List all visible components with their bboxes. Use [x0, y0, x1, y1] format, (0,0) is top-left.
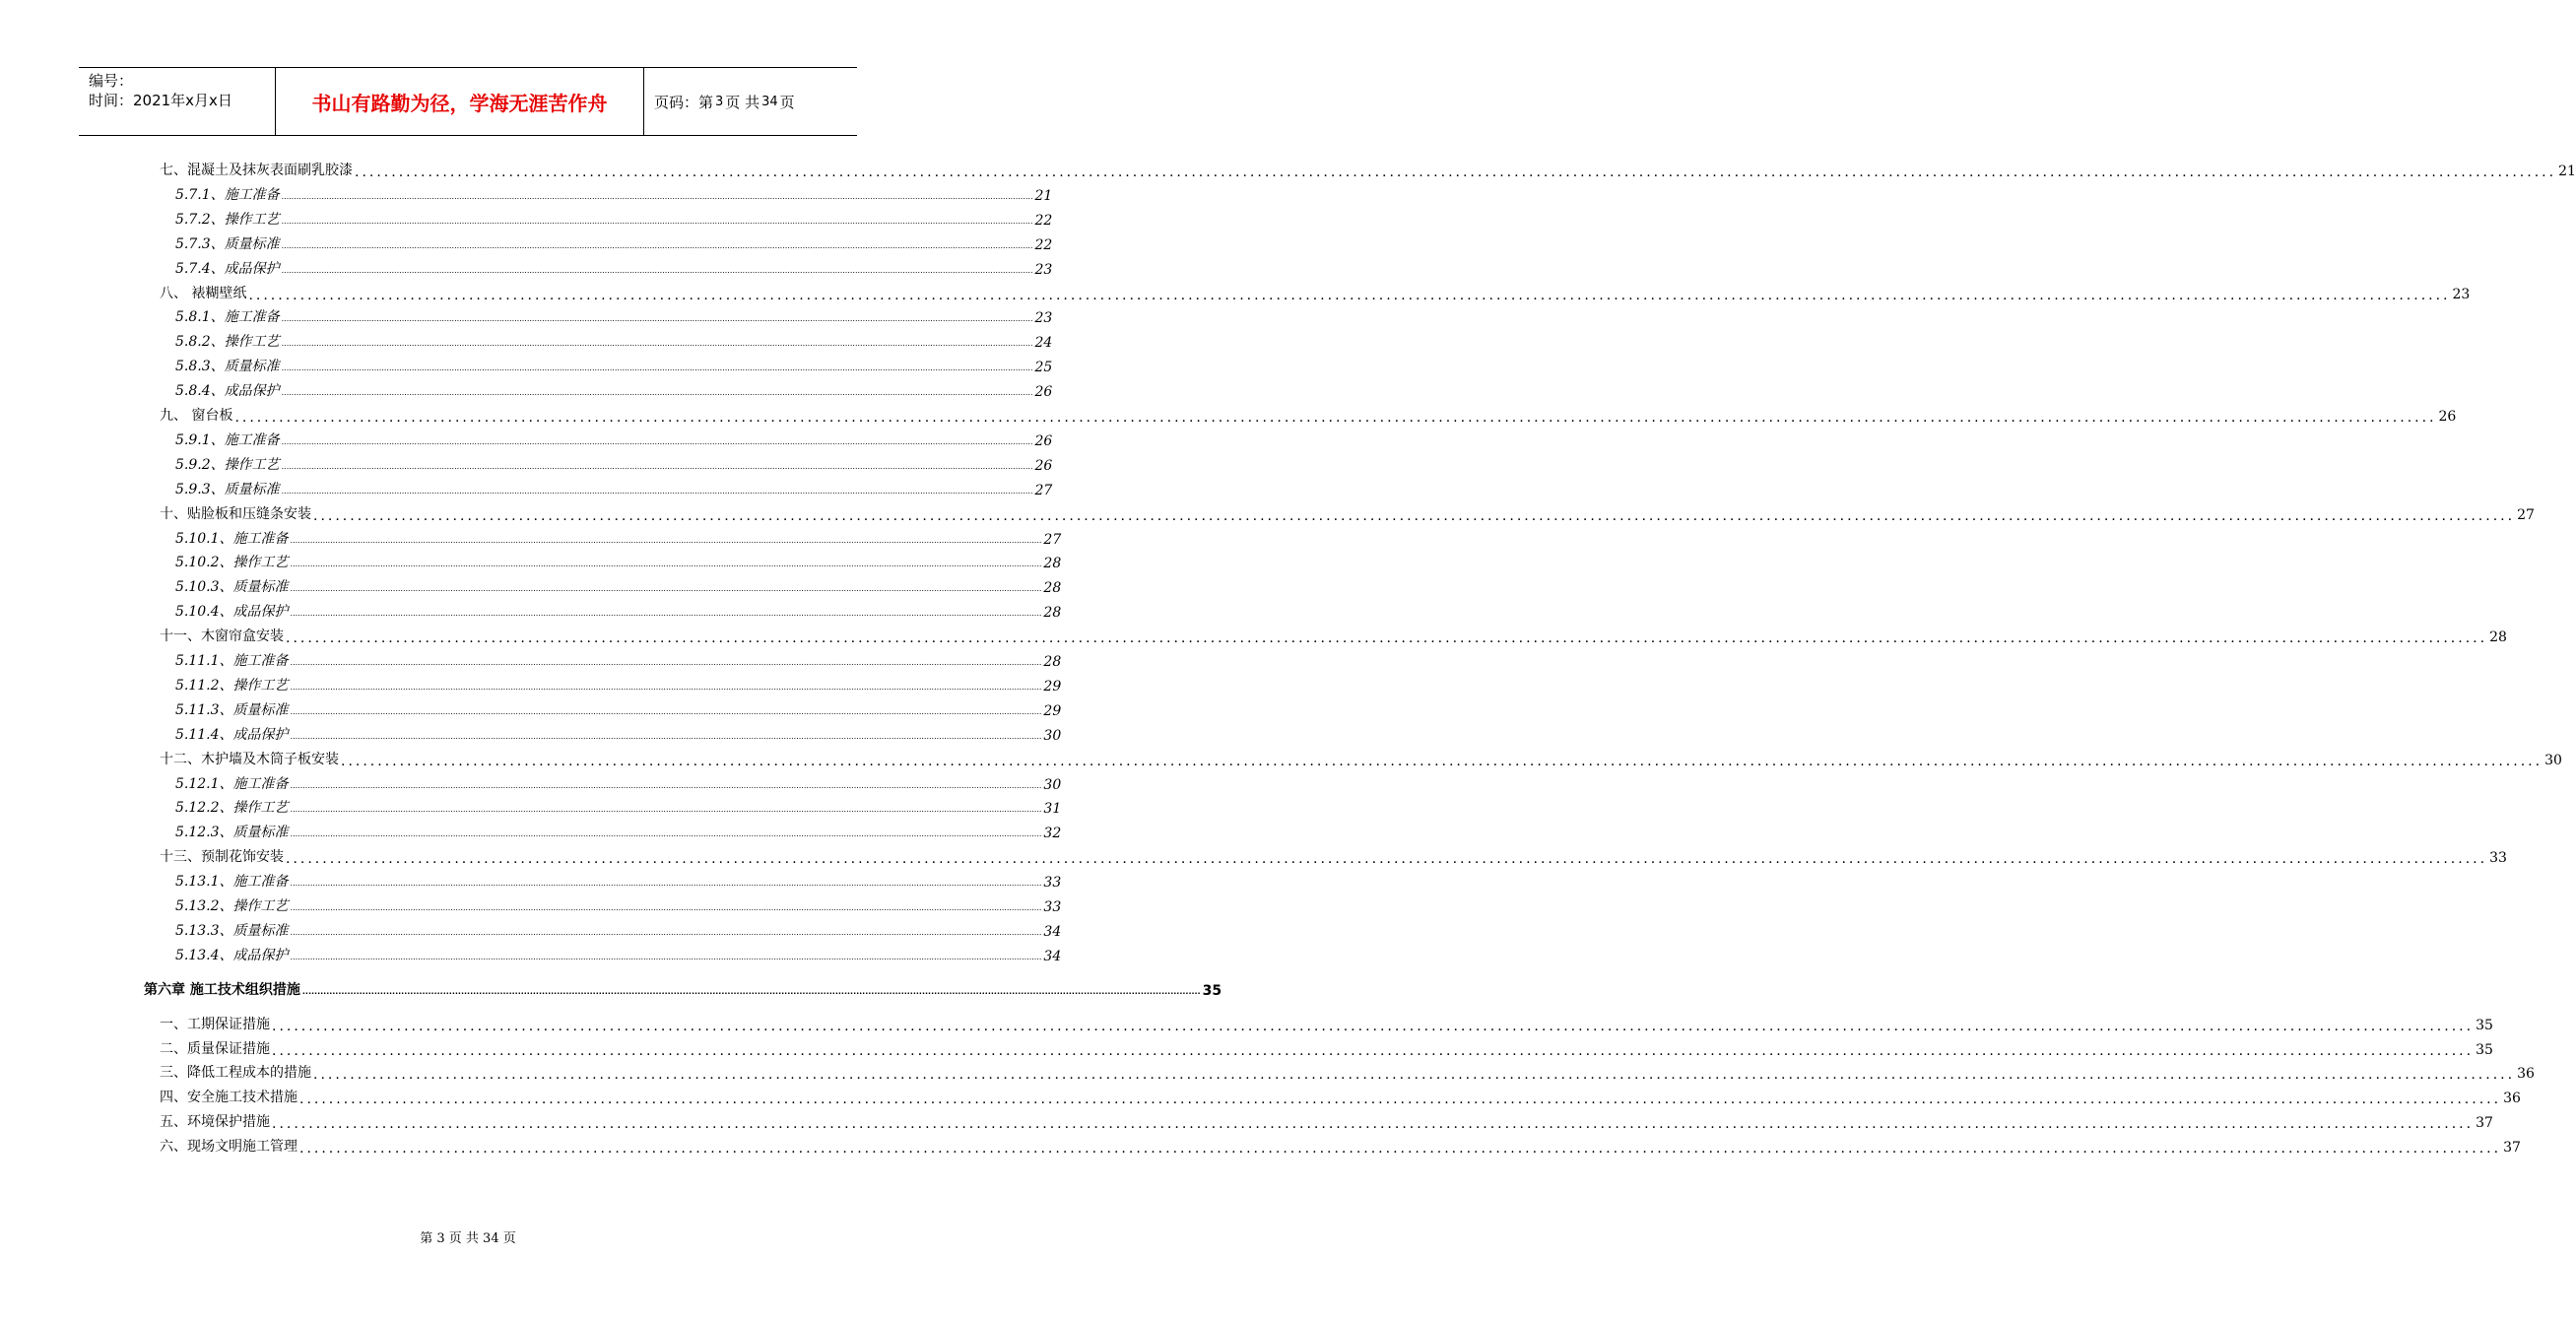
- toc-page: 31: [1043, 801, 1062, 818]
- toc-leader: ............................................................................................................................................................................................................................................................................................................: [272, 1042, 2475, 1059]
- toc-entry[interactable]: [175, 599, 1062, 622]
- toc-page: 22: [1034, 236, 1053, 253]
- header-motto: 书山有路勤为径，学海无涯苦作舟: [276, 68, 644, 135]
- page-header: [79, 67, 857, 136]
- toc-page: 29: [1043, 702, 1062, 719]
- toc-entry[interactable]: [175, 894, 1062, 915]
- toc-leader: ............................................................................................................................................................................................................................................................................................................: [281, 388, 1033, 398]
- toc-entry[interactable]: [175, 574, 1062, 597]
- toc-leader: ............................................................................................................................................................................................................................................................................................................: [286, 851, 2488, 868]
- page-total: 34: [761, 94, 778, 109]
- toc-page: 36: [2503, 1091, 2521, 1107]
- toc-title: 5.9.3、质量标准: [175, 481, 280, 497]
- toc-title: 5.8.3、质量标准: [175, 359, 280, 375]
- toc-leader: ............................................................................................................................................................................................................................................................................................................: [290, 952, 1042, 961]
- toc-title: 十一、木窗帘盒安装: [160, 629, 284, 645]
- toc-entry[interactable]: [175, 648, 1062, 670]
- toc-entry[interactable]: [175, 182, 1053, 204]
- toc-title: 5.7.1、施工准备: [175, 186, 280, 203]
- toc-page: 24: [1034, 335, 1053, 352]
- toc-page: 32: [1043, 826, 1062, 842]
- toc-entry[interactable]: [175, 526, 1062, 548]
- toc-entry[interactable]: [175, 918, 1062, 940]
- page-mid: 页 共: [725, 93, 760, 111]
- toc-leader: ............................................................................................................................................................................................................................................................................................................: [299, 1141, 2502, 1158]
- toc-page: 23: [1034, 261, 1053, 278]
- toc-title: 5.11.2、操作工艺: [175, 677, 289, 694]
- toc-leader: ............................................................................................................................................................................................................................................................................................................: [290, 658, 1042, 667]
- toc-leader: ............................................................................................................................................................................................................................................................................................................: [281, 240, 1033, 250]
- page-prefix: 页码：第: [654, 93, 714, 111]
- toc-page: 28: [1043, 556, 1062, 572]
- toc-leader: ............................................................................................................................................................................................................................................................................................................: [341, 753, 2543, 769]
- toc-page: 28: [2489, 629, 2507, 646]
- toc-entry[interactable]: [160, 1012, 2493, 1034]
- toc-title: 五、环境保护措施: [160, 1114, 270, 1131]
- toc-title: 5.10.2、操作工艺: [175, 555, 289, 571]
- toc-page: 28: [1043, 654, 1062, 670]
- toc-entry[interactable]: [175, 697, 1062, 719]
- toc-title: 5.13.1、施工准备: [175, 874, 289, 891]
- toc-leader: ............................................................................................................................................................................................................................................................................................................: [234, 410, 2437, 426]
- toc-page: 34: [1043, 948, 1062, 964]
- toc-entry[interactable]: [175, 795, 1062, 818]
- toc-page: 28: [1043, 580, 1062, 597]
- toc-title: 5.12.2、操作工艺: [175, 800, 289, 817]
- toc-leader: ............................................................................................................................................................................................................................................................................................................: [290, 731, 1042, 741]
- toc-title: 5.8.1、施工准备: [175, 309, 280, 326]
- toc-leader: ............................................................................................................................................................................................................................................................................................................: [290, 609, 1042, 619]
- toc-page: 26: [1034, 457, 1053, 474]
- toc-leader: ............................................................................................................................................................................................................................................................................................................: [355, 165, 2557, 180]
- toc-title: 5.11.3、质量标准: [175, 701, 289, 718]
- toc-title: 5.8.4、成品保护: [175, 383, 280, 400]
- header-info: [79, 68, 276, 135]
- toc-page: 37: [2476, 1115, 2493, 1132]
- toc-title: 八、 裱糊壁纸: [160, 285, 247, 301]
- toc-title: 5.11.1、施工准备: [175, 653, 289, 669]
- date-label: 时间：2021年x月x日: [89, 92, 232, 109]
- toc-entry[interactable]: [175, 943, 1062, 964]
- toc-entry[interactable]: [175, 820, 1062, 842]
- toc-leader: ............................................................................................................................................................................................................................................................................................................: [290, 927, 1042, 937]
- toc-title: 5.13.3、质量标准: [175, 922, 289, 939]
- toc-leader: ............................................................................................................................................................................................................................................................................................................: [290, 903, 1042, 912]
- page-footer: 第 3 页 共 34 页: [420, 1231, 516, 1246]
- toc-leader: ............................................................................................................................................................................................................................................................................................................: [290, 879, 1042, 889]
- toc-page: 21: [2558, 164, 2576, 179]
- toc-page: 28: [1043, 605, 1062, 622]
- toc-page: 26: [2438, 409, 2457, 425]
- toc-leader: ............................................................................................................................................................................................................................................................................................................: [313, 1067, 2516, 1084]
- toc-title: 二、质量保证措施: [160, 1040, 270, 1057]
- serial-label: 编号：: [89, 72, 134, 90]
- toc-leader: ............................................................................................................................................................................................................................................................................................................: [290, 805, 1042, 815]
- toc-entry[interactable]: [160, 1060, 2535, 1084]
- toc-leader: ............................................................................................................................................................................................................................................................................................................: [290, 780, 1042, 790]
- toc-entry[interactable]: [175, 232, 1053, 253]
- toc-leader: ............................................................................................................................................................................................................................................................................................................: [290, 706, 1042, 716]
- toc-leader: ............................................................................................................................................................................................................................................................................................................: [281, 216, 1033, 226]
- toc-entry[interactable]: [175, 378, 1053, 401]
- toc-entry[interactable]: [175, 304, 1053, 327]
- toc-page: 26: [1034, 384, 1053, 401]
- toc-leader: ............................................................................................................................................................................................................................................................................................................: [313, 507, 2516, 524]
- toc-page: 37: [2503, 1140, 2521, 1157]
- page-suffix: 页: [779, 93, 795, 111]
- toc-entry[interactable]: [175, 771, 1062, 793]
- toc-leader: ............................................................................................................................................................................................................................................................................................................: [248, 287, 2451, 303]
- toc-leader: ............................................................................................................................................................................................................................................................................................................: [290, 829, 1042, 839]
- toc-title: 5.10.4、成品保护: [175, 604, 289, 621]
- toc-page: 33: [2489, 850, 2507, 867]
- toc-page: 36: [2517, 1066, 2535, 1083]
- toc-entry[interactable]: [175, 256, 1053, 278]
- toc-page: 27: [1034, 482, 1053, 498]
- toc-page: 30: [2544, 752, 2562, 768]
- toc-title: 第六章 施工技术组织措施: [144, 981, 300, 998]
- toc-entry[interactable]: [160, 1036, 2493, 1059]
- toc-entry[interactable]: [175, 477, 1053, 498]
- toc-leader: ............................................................................................................................................................................................................................................................................................................: [281, 486, 1033, 496]
- toc-page: 30: [1043, 727, 1062, 744]
- toc-entry[interactable]: [160, 501, 2535, 524]
- toc-page: 23: [2452, 286, 2471, 302]
- toc-leader: ............................................................................................................................................................................................................................................................................................................: [290, 682, 1042, 692]
- toc-leader: ............................................................................................................................................................................................................................................................................................................: [281, 364, 1033, 373]
- toc-entry[interactable]: [175, 673, 1062, 695]
- toc-page: 33: [1043, 875, 1062, 892]
- toc-title: 5.7.3、质量标准: [175, 235, 280, 252]
- toc-leader: ............................................................................................................................................................................................................................................................................................................: [281, 436, 1033, 446]
- toc-page: 26: [1034, 432, 1053, 449]
- toc-title: 5.9.2、操作工艺: [175, 456, 280, 473]
- toc-chapter[interactable]: [144, 977, 1222, 999]
- toc-leader: ............................................................................................................................................................................................................................................................................................................: [281, 314, 1033, 324]
- toc-title: 十二、木护墙及木筒子板安装: [160, 751, 339, 767]
- toc-entry[interactable]: [175, 452, 1053, 474]
- toc-page: 30: [1043, 776, 1062, 793]
- toc-title: 5.9.1、施工准备: [175, 431, 280, 448]
- toc-title: 四、安全施工技术措施: [160, 1090, 297, 1106]
- toc-leader: ............................................................................................................................................................................................................................................................................................................: [281, 265, 1033, 275]
- toc-entry[interactable]: [160, 624, 2507, 647]
- toc-entry[interactable]: [160, 1085, 2521, 1108]
- toc-entry[interactable]: [175, 207, 1053, 229]
- toc-title: 三、降低工程成本的措施: [160, 1065, 311, 1082]
- toc-page: 33: [1043, 899, 1062, 915]
- toc-leader: ............................................................................................................................................................................................................................................................................................................: [286, 630, 2488, 647]
- toc-page: 21: [1034, 187, 1053, 204]
- toc-leader: ............................................................................................................................................................................................................................................................................................................: [281, 191, 1033, 201]
- toc-title: 十、贴脸板和压缝条安装: [160, 505, 311, 522]
- toc-title: 5.11.4、成品保护: [175, 726, 289, 743]
- header-page-info: [644, 68, 857, 135]
- toc-page: 29: [1043, 678, 1062, 695]
- toc-page: 34: [1043, 923, 1062, 940]
- toc-page: 35: [2476, 1017, 2493, 1033]
- toc-title: 5.7.2、操作工艺: [175, 211, 280, 228]
- toc-page: 23: [1034, 310, 1053, 327]
- toc-entry[interactable]: [160, 1134, 2521, 1158]
- page-current: 3: [715, 94, 724, 109]
- toc-entry[interactable]: [160, 747, 2562, 769]
- toc-leader: ............................................................................................................................................................................................................................................................................................................: [299, 1092, 2502, 1108]
- toc-page: 27: [1043, 531, 1062, 548]
- toc-entry[interactable]: [175, 428, 1053, 449]
- toc-title: 5.12.1、施工准备: [175, 775, 289, 792]
- toc-title: 5.8.2、操作工艺: [175, 334, 280, 351]
- toc-page: 25: [1034, 360, 1053, 376]
- toc-leader: ............................................................................................................................................................................................................................................................................................................: [290, 584, 1042, 594]
- toc-leader: ............................................................................................................................................................................................................................................................................................................: [272, 1116, 2475, 1133]
- toc-title: 5.13.2、操作工艺: [175, 898, 289, 914]
- toc-entry[interactable]: [175, 329, 1053, 352]
- toc-title: 5.10.3、质量标准: [175, 579, 289, 596]
- toc-entry[interactable]: [160, 281, 2471, 303]
- toc-page: 22: [1034, 212, 1053, 229]
- toc-entry[interactable]: [160, 158, 2576, 180]
- toc-leader: ............................................................................................................................................................................................................................................................................................................: [301, 986, 1201, 996]
- toc-page: 27: [2517, 506, 2535, 523]
- toc-title: 七、混凝土及抹灰表面刷乳胶漆: [160, 163, 353, 178]
- toc-title: 5.13.4、成品保护: [175, 947, 289, 963]
- toc-title: 一、工期保证措施: [160, 1016, 270, 1032]
- toc-title: 5.10.1、施工准备: [175, 530, 289, 547]
- toc-title: 九、 窗台板: [160, 408, 233, 424]
- toc-page: 35: [2476, 1041, 2493, 1058]
- toc-page: 35: [1202, 982, 1222, 999]
- toc-entry[interactable]: [160, 844, 2507, 868]
- toc-leader: ............................................................................................................................................................................................................................................................................................................: [272, 1018, 2475, 1034]
- toc-leader: ............................................................................................................................................................................................................................................................................................................: [290, 535, 1042, 545]
- toc-title: 5.7.4、成品保护: [175, 260, 280, 277]
- toc-leader: ............................................................................................................................................................................................................................................................................................................: [281, 339, 1033, 349]
- toc-leader: ............................................................................................................................................................................................................................................................................................................: [281, 461, 1033, 471]
- toc-title: 5.12.3、质量标准: [175, 825, 289, 841]
- toc-entry[interactable]: [175, 869, 1062, 892]
- toc-entry[interactable]: [175, 722, 1062, 744]
- toc-title: 六、现场文明施工管理: [160, 1139, 297, 1156]
- toc-entry[interactable]: [160, 1109, 2493, 1133]
- toc-title: 十三、预制花饰安装: [160, 849, 284, 866]
- toc-entry[interactable]: [160, 403, 2457, 426]
- toc-leader: ............................................................................................................................................................................................................................................................................................................: [290, 560, 1042, 569]
- toc-entry[interactable]: [175, 354, 1053, 376]
- toc-entry[interactable]: [175, 550, 1062, 572]
